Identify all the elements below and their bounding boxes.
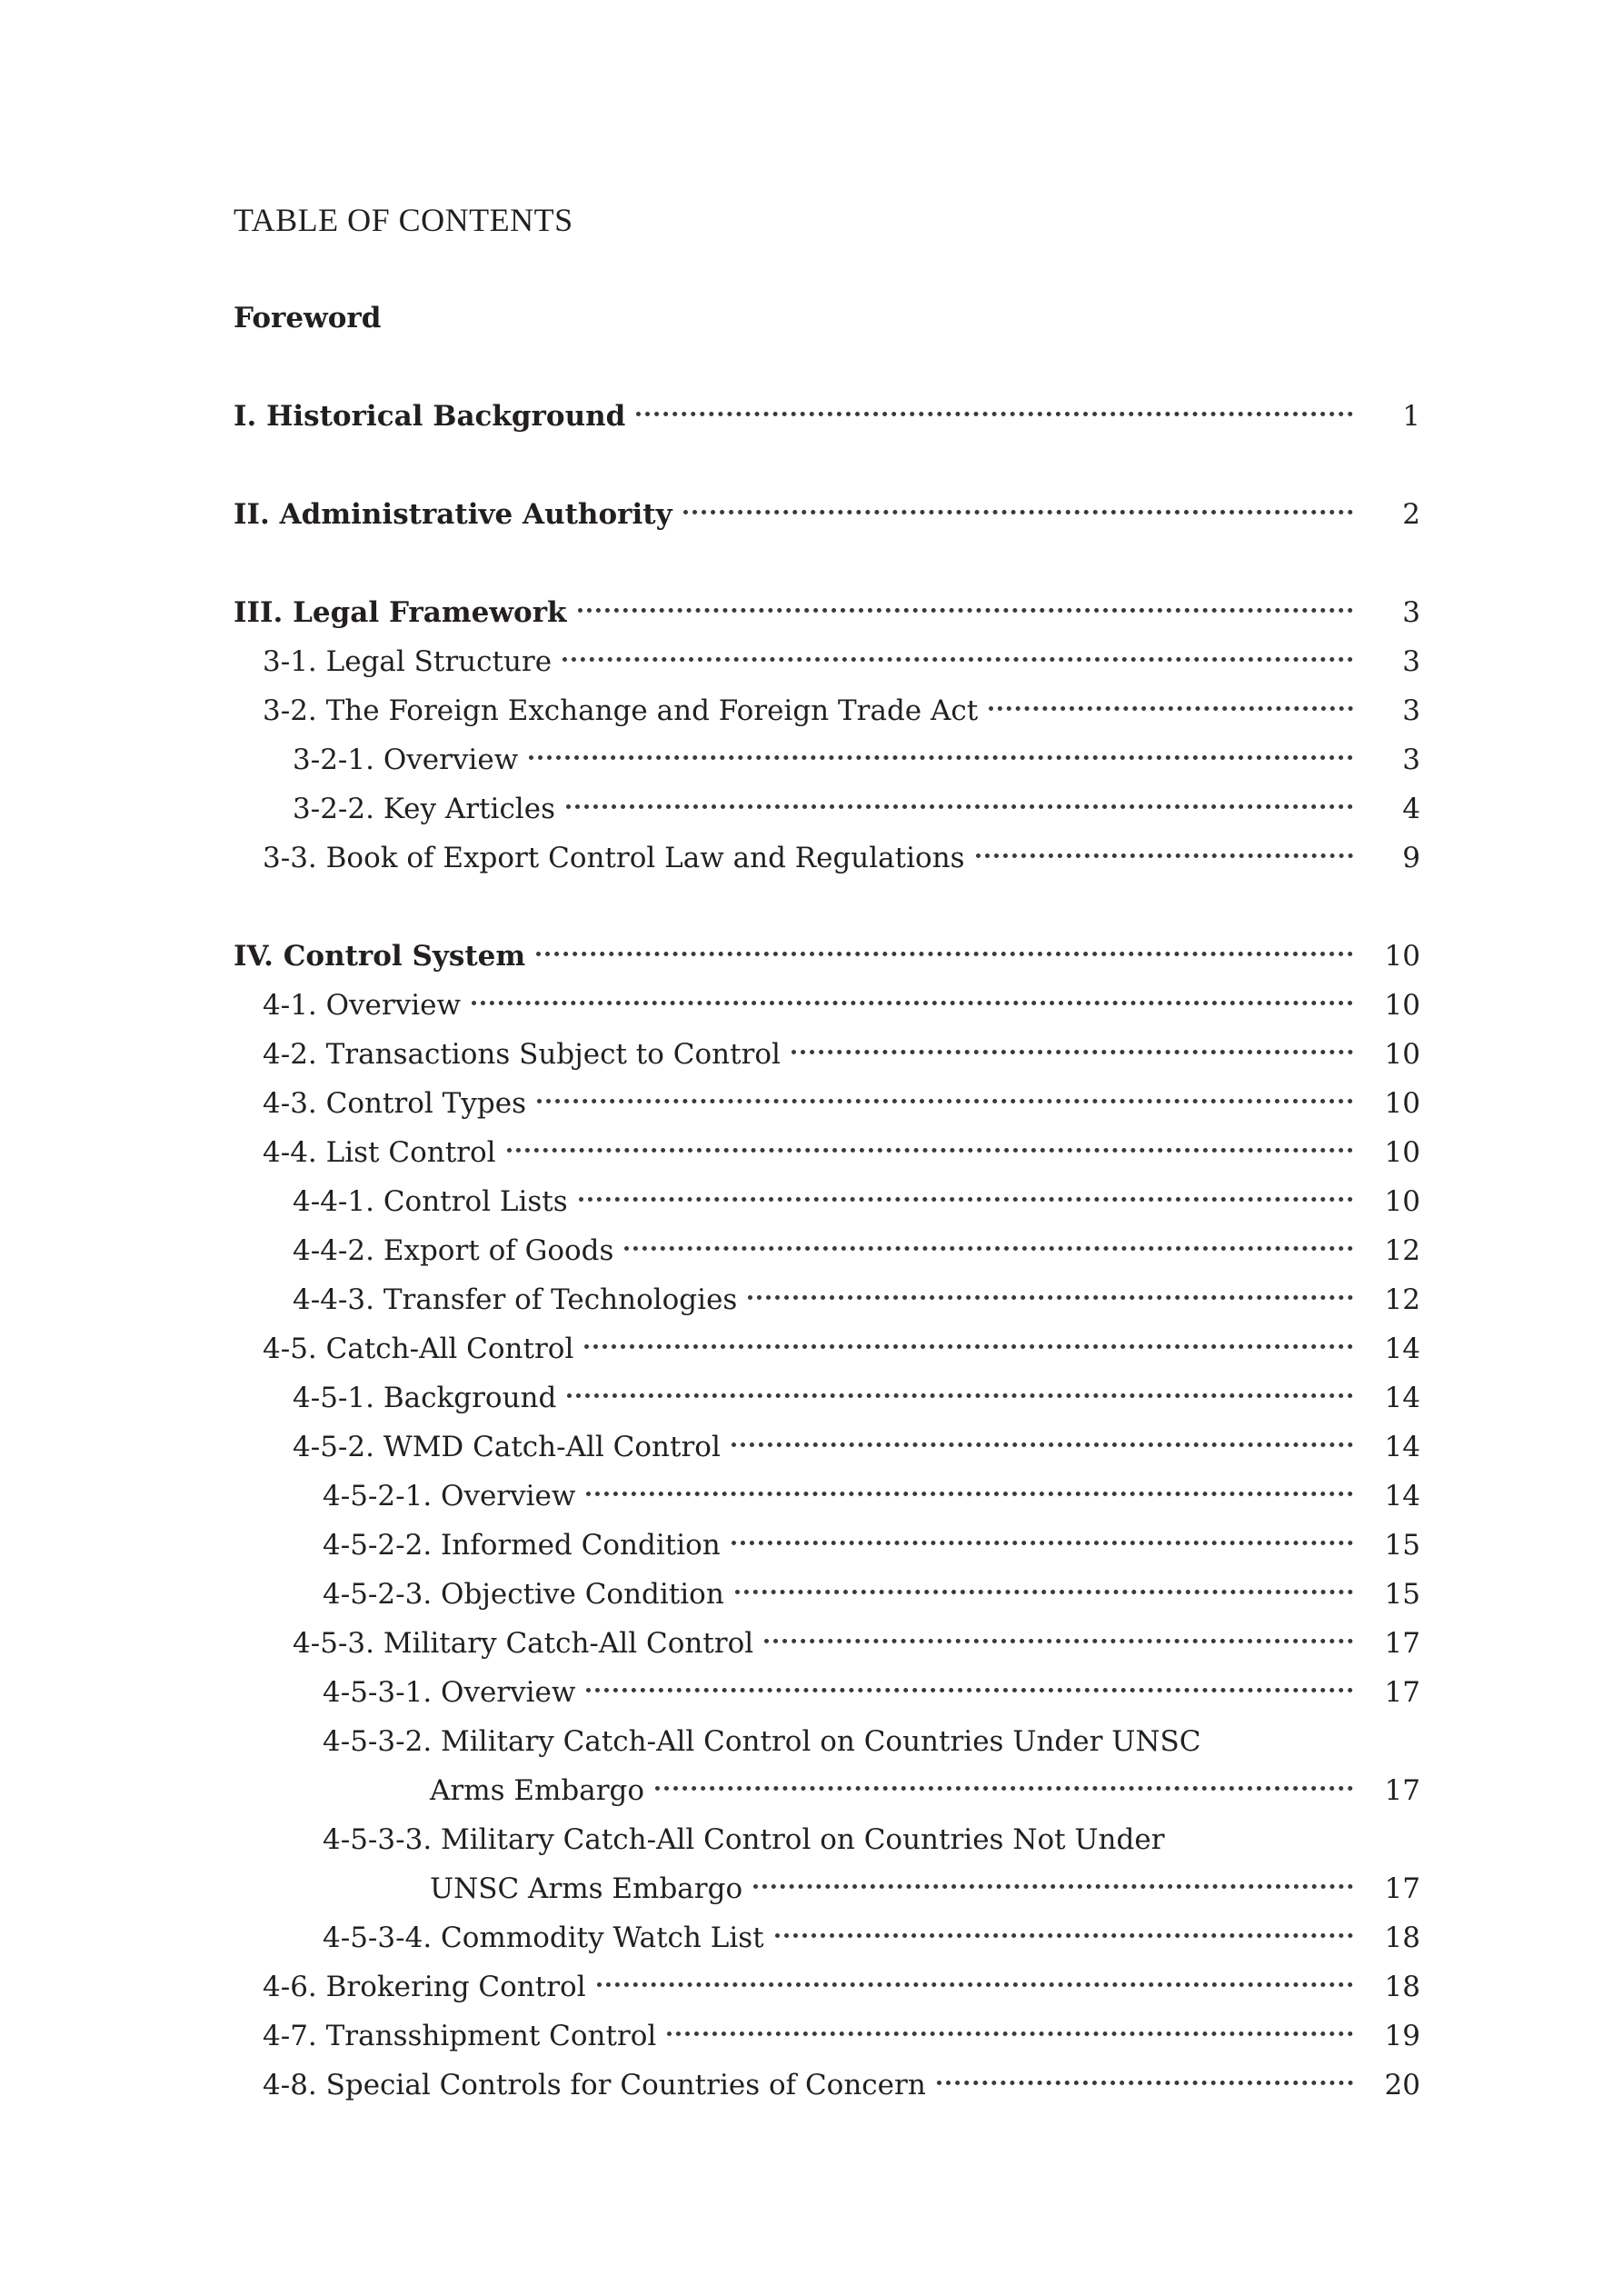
toc-page-number: 14 — [1384, 1480, 1420, 1512]
toc-entry[interactable] — [234, 1226, 1420, 1275]
dot-leader — [655, 1786, 1353, 1791]
toc-entry[interactable] — [234, 490, 1420, 539]
toc-entry[interactable] — [234, 1373, 1420, 1423]
toc-entry-label: 4-5-2-1. Overview — [323, 1480, 576, 1512]
toc-entry-label: 4-5-2-3. Objective Condition — [323, 1578, 724, 1611]
toc-entry[interactable] — [234, 1079, 1420, 1128]
toc-entry[interactable] — [234, 784, 1420, 834]
toc-page-number: 14 — [1384, 1431, 1420, 1463]
dot-leader — [536, 952, 1353, 956]
toc-entry[interactable] — [234, 1619, 1420, 1668]
toc-entry-label: 4-5-2. WMD Catch-All Control — [293, 1431, 721, 1463]
toc-page-number: 3 — [1402, 744, 1420, 776]
toc-entry-label: 4-4-1. Control Lists — [293, 1185, 568, 1218]
toc-entry-label: II. Administrative Authority — [234, 498, 672, 531]
toc-entry[interactable] — [234, 637, 1420, 686]
toc-entry-label: 3-2-2. Key Articles — [293, 793, 555, 825]
dot-leader — [748, 1295, 1353, 1300]
dot-leader — [586, 1492, 1353, 1496]
dot-leader — [989, 706, 1353, 711]
toc-entry[interactable] — [234, 1815, 1420, 1913]
toc-entry-continuation: Arms Embargo — [430, 1774, 645, 1807]
toc-page — [234, 195, 1420, 2110]
toc-entry-label: 3-2. The Foreign Exchange and Foreign Trade Act — [263, 694, 979, 727]
toc-page-number: 20 — [1384, 2069, 1420, 2101]
dot-leader — [586, 1688, 1353, 1692]
dot-leader — [578, 608, 1353, 613]
toc-entry[interactable] — [234, 1128, 1420, 1177]
toc-entry[interactable] — [234, 588, 1420, 637]
toc-page-number: 14 — [1384, 1382, 1420, 1414]
dot-leader — [507, 1148, 1353, 1153]
toc-page-number: 10 — [1384, 940, 1420, 973]
toc-page-number: 2 — [1402, 498, 1420, 531]
toc-entry-continuation-line — [323, 1766, 1420, 1815]
toc-page-number: 10 — [1384, 989, 1420, 1022]
toc-page-number: 17 — [1384, 1676, 1420, 1709]
toc-page-number: 12 — [1384, 1234, 1420, 1267]
toc-entry[interactable] — [234, 686, 1420, 735]
toc-entry[interactable] — [234, 1962, 1420, 2011]
dot-leader — [764, 1639, 1353, 1643]
toc-entry[interactable] — [234, 834, 1420, 883]
dot-leader — [597, 1982, 1353, 1987]
dot-leader — [472, 1001, 1353, 1005]
toc-entry[interactable] — [234, 1324, 1420, 1373]
toc-page-number: 14 — [1384, 1333, 1420, 1365]
dot-leader — [567, 1393, 1353, 1398]
toc-entry-label: 4-5-3-2. Military Catch-All Control on Countries Under UNSC — [323, 1725, 1201, 1758]
toc-entry-label: III. Legal Framework — [234, 596, 567, 629]
toc-entry-label: 4-5-3-1. Overview — [323, 1676, 576, 1709]
toc-entry[interactable] — [234, 1275, 1420, 1324]
toc-entry-continuation-line — [323, 1864, 1420, 1913]
toc-entry-label: 4-6. Brokering Control — [263, 1971, 586, 2003]
toc-entry-label: 3-2-1. Overview — [293, 744, 519, 776]
toc-page-number: 10 — [1384, 1136, 1420, 1169]
toc-page-number: 3 — [1402, 596, 1420, 629]
toc-entry-label: 4-1. Overview — [263, 989, 462, 1022]
toc-page-number: 18 — [1384, 1971, 1420, 2003]
toc-page-number: 17 — [1384, 1774, 1420, 1807]
toc-page-number: 10 — [1384, 1038, 1420, 1071]
toc-entry-label: I. Historical Background — [234, 400, 626, 433]
toc-page-number: 19 — [1384, 2020, 1420, 2052]
toc-entry-label: 4-5-2-2. Informed Condition — [323, 1529, 721, 1562]
dot-leader — [753, 1884, 1353, 1889]
foreword-heading: Foreword — [234, 302, 382, 334]
toc-page-number: 4 — [1402, 793, 1420, 825]
toc-entry-label: 4-3. Control Types — [263, 1087, 526, 1120]
toc-page-number: 10 — [1384, 1087, 1420, 1120]
dot-leader — [624, 1246, 1353, 1251]
toc-entry-label: 3-3. Book of Export Control Law and Regulations — [263, 842, 965, 874]
toc-entry[interactable] — [234, 1913, 1420, 1962]
dot-leader — [683, 510, 1353, 514]
dot-leader — [976, 854, 1353, 858]
toc-page-number: 10 — [1384, 1185, 1420, 1218]
toc-entry-label: 4-4-3. Transfer of Technologies — [293, 1283, 738, 1316]
dot-leader — [579, 1197, 1353, 1202]
dot-leader — [537, 1099, 1353, 1103]
toc-entry-label: 4-4-2. Export of Goods — [293, 1234, 614, 1267]
toc-entry[interactable] — [234, 1030, 1420, 1079]
dot-leader — [529, 755, 1353, 760]
toc-entry[interactable] — [234, 1472, 1420, 1521]
toc-list — [234, 392, 1420, 2110]
toc-entry[interactable] — [234, 1570, 1420, 1619]
document-title: TABLE OF CONTENTS — [234, 202, 573, 238]
toc-page-number: 9 — [1402, 842, 1420, 874]
toc-page-number: 3 — [1402, 645, 1420, 678]
toc-entry-label: 4-5-3-3. Military Catch-All Control on Countries Not Under — [323, 1823, 1165, 1856]
toc-entry[interactable] — [234, 1668, 1420, 1717]
dot-leader — [792, 1050, 1353, 1054]
toc-entry[interactable] — [234, 1177, 1420, 1226]
dot-leader — [732, 1541, 1353, 1545]
dot-leader — [563, 657, 1353, 662]
dot-leader — [732, 1442, 1353, 1447]
toc-entry[interactable] — [234, 1521, 1420, 1570]
dot-leader — [775, 1933, 1353, 1938]
toc-page-number: 15 — [1384, 1529, 1420, 1562]
toc-page-number: 1 — [1402, 400, 1420, 433]
dot-leader — [937, 2081, 1353, 2085]
dot-leader — [636, 412, 1353, 416]
toc-entry[interactable] — [234, 1717, 1420, 1815]
dot-leader — [667, 2031, 1353, 2036]
toc-entry-label: 4-8. Special Controls for Countries of Concern — [263, 2069, 926, 2101]
toc-entry[interactable] — [234, 392, 1420, 441]
toc-page-number: 17 — [1384, 1627, 1420, 1660]
toc-page-number: 12 — [1384, 1283, 1420, 1316]
toc-page-number: 18 — [1384, 1922, 1420, 1954]
toc-entry[interactable] — [234, 2011, 1420, 2061]
toc-page-number: 15 — [1384, 1578, 1420, 1611]
toc-entry[interactable] — [234, 735, 1420, 784]
dot-leader — [735, 1590, 1353, 1594]
toc-entry[interactable] — [234, 1423, 1420, 1472]
dot-leader — [584, 1344, 1353, 1349]
toc-entry-label: 4-5. Catch-All Control — [263, 1333, 574, 1365]
toc-page-number: 3 — [1402, 694, 1420, 727]
toc-entry-label: 3-1. Legal Structure — [263, 645, 553, 678]
toc-entry-label: 4-7. Transshipment Control — [263, 2020, 657, 2052]
toc-entry-label: 4-5-1. Background — [293, 1382, 557, 1414]
toc-entry[interactable] — [234, 2061, 1420, 2110]
toc-entry-label: IV. Control System — [234, 940, 526, 973]
toc-entry[interactable] — [234, 932, 1420, 981]
toc-entry-continuation: UNSC Arms Embargo — [430, 1872, 743, 1905]
toc-entry-label: 4-5-3-4. Commodity Watch List — [323, 1922, 764, 1954]
toc-entry[interactable] — [234, 981, 1420, 1030]
toc-entry-label: 4-5-3. Military Catch-All Control — [293, 1627, 754, 1660]
toc-entry-label: 4-2. Transactions Subject to Control — [263, 1038, 781, 1071]
toc-entry-label: 4-4. List Control — [263, 1136, 496, 1169]
toc-page-number: 17 — [1384, 1872, 1420, 1905]
dot-leader — [566, 804, 1353, 809]
